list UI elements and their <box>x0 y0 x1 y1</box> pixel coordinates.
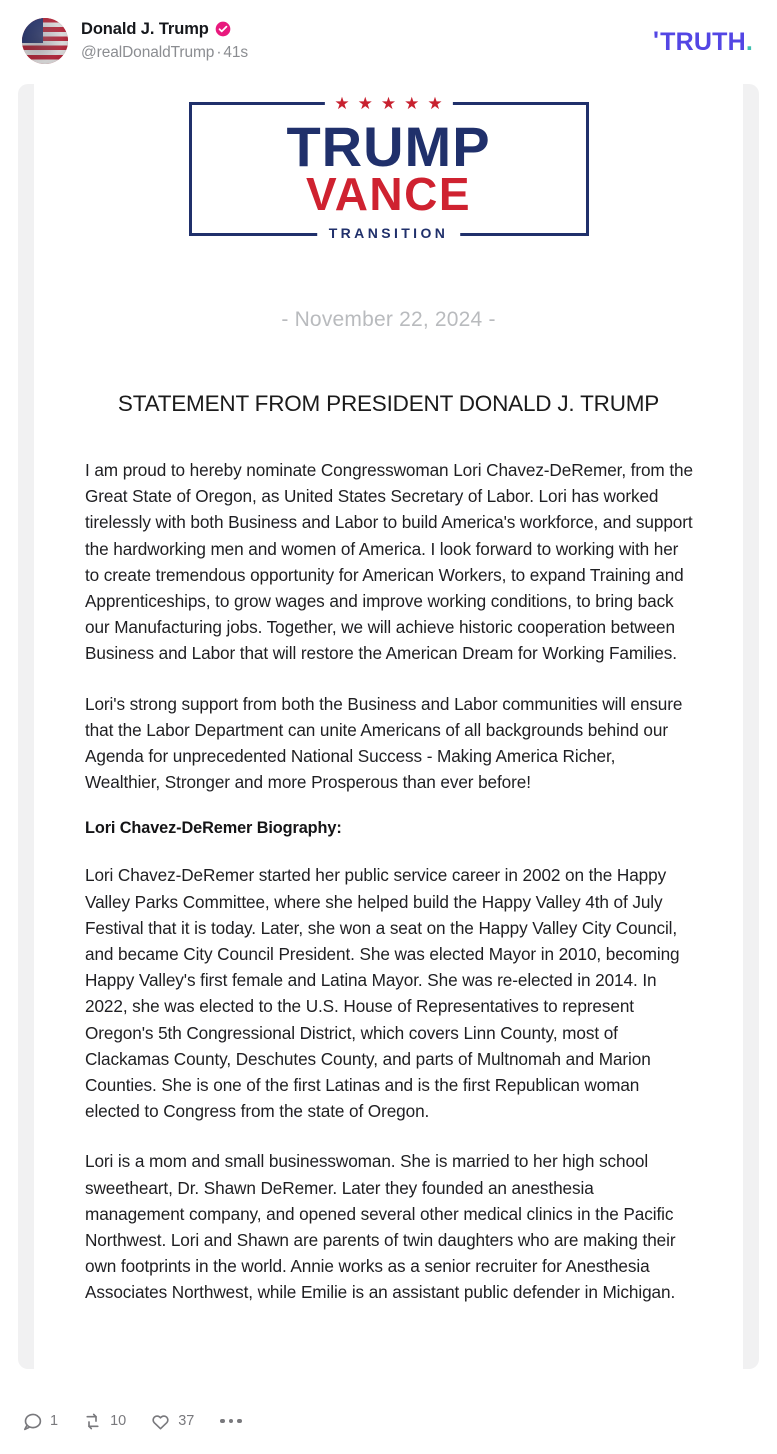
statement-document-card[interactable] <box>18 84 759 1369</box>
star-icon: ★ <box>427 94 443 113</box>
reply-button[interactable] <box>22 1411 58 1432</box>
verified-badge-icon <box>215 21 231 37</box>
post-header <box>0 0 777 82</box>
star-icon: ★ <box>334 94 350 113</box>
comment-icon <box>22 1411 43 1432</box>
heart-icon <box>150 1411 171 1432</box>
author-handle[interactable]: @realDonaldTrump <box>81 43 215 61</box>
like-count: 37 <box>178 1413 195 1429</box>
retruth-button[interactable] <box>82 1411 126 1432</box>
truth-logo-tick: ' <box>652 27 660 55</box>
star-icon: ★ <box>380 94 397 113</box>
star-icon: ★ <box>404 94 420 113</box>
document-page <box>34 84 743 1369</box>
logo-transition-wrap <box>317 225 461 243</box>
more-dot <box>237 1419 242 1424</box>
author-display-name[interactable]: Donald J. Trump <box>81 20 209 38</box>
like-button[interactable] <box>150 1411 194 1432</box>
logo-trump-text: TRUMP <box>286 114 491 178</box>
statement-body <box>34 457 743 1306</box>
logo-stars-row <box>324 95 452 112</box>
statement-paragraph-2: Lori's strong support from both the Business and Labor communities will ensure that the Labor Department can unite Americans of all backgrounds behind our Agenda for unprecedented National Success - Making America Richer, Wealthier, Stronger and more Prosperous than ever before! <box>85 693 683 793</box>
post-timestamp[interactable]: 41s <box>223 43 249 61</box>
logo-frame <box>189 94 589 241</box>
more-options-button[interactable] <box>218 1419 242 1424</box>
truth-logo-word: TRUTH <box>660 28 746 56</box>
retruth-count: 10 <box>110 1413 127 1429</box>
logo-transition-text: TRANSITION <box>328 225 449 241</box>
more-dot <box>229 1419 234 1424</box>
statement-paragraph-1: I am proud to hereby nominate Congresswoman Lori Chavez-DeRemer, from the Great State of Oregon, as United States Secretary of Labor. Lori has worked tirelessly with both Business and Labor to build America's workforce, and support the hardworking men and women of America. I look forward to working with her to create tremendous opportunity for American Workers, to expand Training and Apprenticeships, to grow wages and improve working conditions, to bring back our Manufacturing jobs. Together, we will achieve historic cooperation between Business and Labor that will restore the American Dream for Working Families. <box>85 460 693 664</box>
avatar-shading <box>22 18 68 64</box>
handle-separator: · <box>216 43 222 61</box>
avatar[interactable] <box>22 18 68 64</box>
statement-title: STATEMENT FROM PRESIDENT DONALD J. TRUMP <box>117 391 660 416</box>
truth-social-logo[interactable] <box>653 28 753 57</box>
post-action-bar <box>22 1406 242 1436</box>
retruth-icon <box>82 1411 103 1432</box>
reply-count: 1 <box>50 1413 59 1429</box>
statement-paragraph-3: Lori Chavez-DeRemer started her public service career in 2002 on the Happy Valley Parks Committee, where she helped build the Happy Valley 4th of July Festival that it is today. Later, she won a seat on the Happy Valley City Council, and became City Council President. She was elected Mayor in 2010, becoming Happy Valley's first female and Latina Mayor. She was re-elected in 2014. In 2022, she was elected to the U.S. House of Representatives to represent Oregon's 5th Congressional District, which covers Linn County, most of Clackamas County, Deschutes County, and parts of Multnomah and Marion Counties. She is one of the first Latinas and is the first Republican woman elected to Congress from the state of Oregon. <box>85 865 680 1122</box>
truth-logo-period: . <box>745 28 753 56</box>
biography-heading: Lori Chavez-DeRemer Biography: <box>85 819 342 838</box>
statement-paragraph-4: Lori is a mom and small businesswoman. She is married to her high school sweetheart, Dr. Shawn DeRemer. Later they founded an anesthesia management company, and opened several other medical clinics in the Pacific Northwest. Lori and Shawn are parents of twin daughters who are making their own footprints in the world. Annie works as a senior recruiter for Anesthesia Associates Northwest, while Emilie is an assistant public defender in Michigan. <box>85 1151 676 1303</box>
author-identity <box>81 18 248 62</box>
author-handle-row <box>81 43 248 62</box>
logo-vance-text: VANCE <box>305 168 472 221</box>
more-dot <box>220 1419 225 1424</box>
document-date: - November 22, 2024 - <box>281 308 496 331</box>
star-icon: ★ <box>357 94 373 113</box>
trump-vance-transition-logo <box>189 84 589 241</box>
author-name-row <box>81 19 248 40</box>
